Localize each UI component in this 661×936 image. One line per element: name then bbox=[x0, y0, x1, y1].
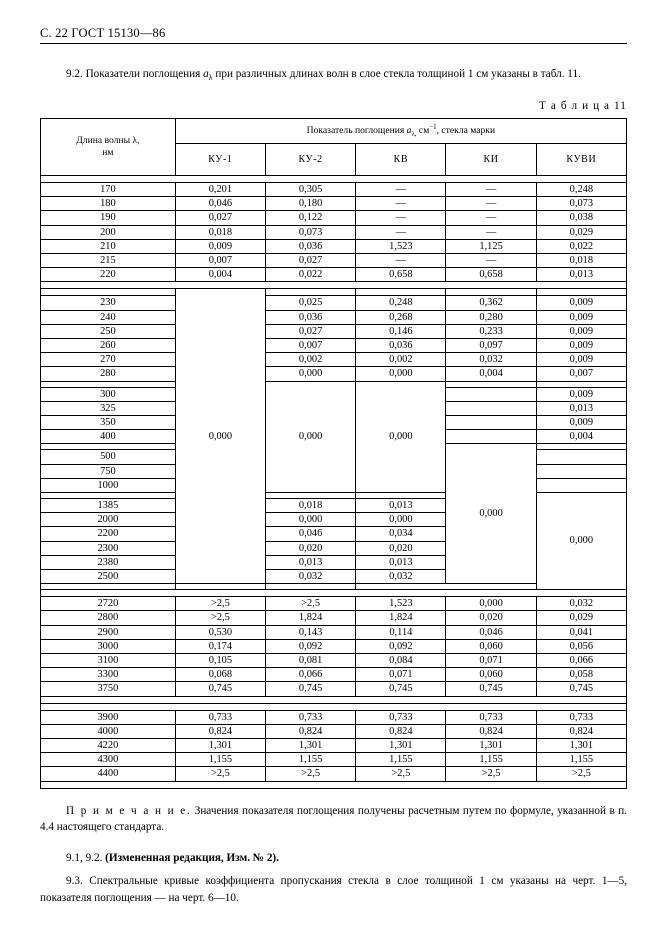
cell-kuvi: 1,301 bbox=[536, 739, 626, 753]
header-group-pre: Показатель поглощения bbox=[306, 125, 407, 137]
cell-kuvi-merged: 0,000 bbox=[536, 492, 626, 589]
cell-wave: 4000 bbox=[41, 724, 176, 738]
tail-clause-number: 9.1, 9.2. bbox=[66, 852, 106, 865]
cell-wave: 200 bbox=[41, 225, 176, 239]
table-caption: Т а б л и ц а 11 bbox=[539, 99, 627, 112]
header-group-power: −1 bbox=[429, 123, 437, 131]
group-pad bbox=[41, 289, 176, 296]
cell-ku1: >2,5 bbox=[175, 767, 265, 781]
group-pad bbox=[41, 282, 627, 289]
cell-kuvi: 1,155 bbox=[536, 753, 626, 767]
cell-wave: 3900 bbox=[41, 710, 176, 724]
cell-ku2: 0,020 bbox=[266, 541, 356, 555]
header-divider bbox=[40, 43, 627, 44]
cell-wave: 1000 bbox=[41, 478, 176, 492]
cell-ku2: 0,032 bbox=[266, 570, 356, 584]
cell-kuvi: 0,066 bbox=[536, 654, 626, 668]
cell-kuvi: 0,009 bbox=[536, 387, 626, 401]
group-pad bbox=[536, 289, 626, 296]
cell-ki: 0,060 bbox=[446, 639, 536, 653]
cell-ku1: >2,5 bbox=[175, 597, 265, 611]
cell-kv: >2,5 bbox=[356, 767, 446, 781]
cell-kuvi: 0,248 bbox=[536, 182, 626, 196]
cell-kv: 0,002 bbox=[356, 353, 446, 367]
cell-ku2: 0,066 bbox=[266, 668, 356, 682]
cell-kuvi: 0,013 bbox=[536, 268, 626, 282]
cell-ki: 0,233 bbox=[446, 324, 536, 338]
cell-kuvi bbox=[536, 450, 626, 464]
header-group-post: , стекла марки bbox=[436, 125, 496, 137]
cell-kuvi: 0,009 bbox=[536, 296, 626, 310]
cell-kv: — bbox=[356, 211, 446, 225]
cell-ki: 1,125 bbox=[446, 239, 536, 253]
cell-ku1: 0,027 bbox=[175, 211, 265, 225]
cell-kv: 1,155 bbox=[356, 753, 446, 767]
cell-ki: 0,032 bbox=[446, 353, 536, 367]
cell-ku2: 0,007 bbox=[266, 338, 356, 352]
cell-ku2: >2,5 bbox=[266, 767, 356, 781]
cell-kuvi: 0,018 bbox=[536, 253, 626, 267]
cell-wave: 3000 bbox=[41, 639, 176, 653]
cell-ki: 0,046 bbox=[446, 625, 536, 639]
cell-kuvi: 0,009 bbox=[536, 324, 626, 338]
cell-ki: 0,060 bbox=[446, 668, 536, 682]
cell-ku2: 0,036 bbox=[266, 239, 356, 253]
cell-ki: 1,155 bbox=[446, 753, 536, 767]
cell-ku1: 0,201 bbox=[175, 182, 265, 196]
cell-wave: 270 bbox=[41, 353, 176, 367]
tail-revision-note: (Измененная редакция, Изм. № 2). bbox=[105, 852, 279, 865]
footnote-label: П р и м е ч а н и е. bbox=[66, 804, 192, 817]
cell-wave: 210 bbox=[41, 239, 176, 253]
cell-kuvi bbox=[536, 464, 626, 478]
cell-wave: 500 bbox=[41, 450, 176, 464]
cell-kv: 0,071 bbox=[356, 668, 446, 682]
cell-wave: 300 bbox=[41, 387, 176, 401]
cell-ki: 0,097 bbox=[446, 338, 536, 352]
cell-kuvi: 0,029 bbox=[536, 225, 626, 239]
cell-ku2: 0,018 bbox=[266, 498, 356, 512]
cell-ki: 0,362 bbox=[446, 296, 536, 310]
cell-wave: 170 bbox=[41, 182, 176, 196]
cell-ku2: 1,824 bbox=[266, 611, 356, 625]
cell-ki: — bbox=[446, 211, 536, 225]
cell-ku1-merged: 0,000 bbox=[175, 289, 265, 584]
cell-kuvi: 0,009 bbox=[536, 338, 626, 352]
cell-kuvi: 0,007 bbox=[536, 367, 626, 381]
cell-ku2: 0,027 bbox=[266, 253, 356, 267]
cell-ku2: 0,013 bbox=[266, 555, 356, 569]
cell-kv: 0,733 bbox=[356, 710, 446, 724]
cell-ki: 0,004 bbox=[446, 367, 536, 381]
cell-kv: — bbox=[356, 253, 446, 267]
cell-ki: — bbox=[446, 182, 536, 196]
cell-kuvi: 0,733 bbox=[536, 710, 626, 724]
cell-ku1: 0,046 bbox=[175, 197, 265, 211]
cell-ku1: 0,745 bbox=[175, 682, 265, 696]
cell-kuvi: 0,013 bbox=[536, 401, 626, 415]
cell-kuvi: 0,073 bbox=[536, 197, 626, 211]
cell-wave: 4220 bbox=[41, 739, 176, 753]
cell-wave: 350 bbox=[41, 415, 176, 429]
cell-ki: — bbox=[446, 225, 536, 239]
cell-wave: 250 bbox=[41, 324, 176, 338]
cell-kv: 0,034 bbox=[356, 527, 446, 541]
tail-clause-93: 9.3. Спектральные кривые коэффициента пропускания стекла в слое толщиной 1 см указаны на черт. 1—5, показателя поглощения — на черт. 6—10. bbox=[40, 875, 627, 904]
cell-wave: 230 bbox=[41, 296, 176, 310]
header-wavelength bbox=[41, 118, 176, 175]
cell-kv: 0,084 bbox=[356, 654, 446, 668]
cell-ku2: 0,143 bbox=[266, 625, 356, 639]
cell-wave: 2720 bbox=[41, 597, 176, 611]
cell-kv: 0,824 bbox=[356, 724, 446, 738]
intro-symbol: a bbox=[203, 68, 209, 80]
cell-wave: 325 bbox=[41, 401, 176, 415]
cell-kv-merged: 0,000 bbox=[356, 381, 446, 492]
cell-kv: 1,523 bbox=[356, 597, 446, 611]
group-pad bbox=[266, 289, 356, 296]
cell-kuvi: 0,041 bbox=[536, 625, 626, 639]
header-brand-ki: КИ bbox=[446, 144, 536, 176]
cell-ku2: 1,301 bbox=[266, 739, 356, 753]
intro-symbol-sub: λ bbox=[208, 73, 213, 83]
cell-kv: 0,013 bbox=[356, 498, 446, 512]
cell-ku1: >2,5 bbox=[175, 611, 265, 625]
cell-wave: 2900 bbox=[41, 625, 176, 639]
cell-kuvi: 0,058 bbox=[536, 668, 626, 682]
header-brand-ku2: КУ-2 bbox=[266, 144, 356, 176]
cell-ku1: 0,018 bbox=[175, 225, 265, 239]
header-wavelength-line2: нм bbox=[102, 146, 114, 158]
cell-ku1: 0,007 bbox=[175, 253, 265, 267]
intro-text-after: при различных длинах волн в слое стекла толщиной 1 см указаны в табл. 11. bbox=[212, 68, 581, 80]
cell-ki: 0,071 bbox=[446, 654, 536, 668]
cell-kv: 0,020 bbox=[356, 541, 446, 555]
cell-kv: 0,146 bbox=[356, 324, 446, 338]
cell-ku1: 0,105 bbox=[175, 654, 265, 668]
cell-kv: 1,523 bbox=[356, 239, 446, 253]
cell-kv: — bbox=[356, 182, 446, 196]
header-group-sub: λ, bbox=[411, 131, 417, 139]
cell-kuvi: 0,056 bbox=[536, 639, 626, 653]
cell-wave: 2500 bbox=[41, 570, 176, 584]
group-pad bbox=[41, 703, 627, 710]
cell-wave: 260 bbox=[41, 338, 176, 352]
cell-wave: 240 bbox=[41, 310, 176, 324]
cell-kv: 0,036 bbox=[356, 338, 446, 352]
cell-ku2: 0,000 bbox=[266, 367, 356, 381]
cell-ku2: 0,022 bbox=[266, 268, 356, 282]
cell-ku2: 0,733 bbox=[266, 710, 356, 724]
cell-ku2: 0,180 bbox=[266, 197, 356, 211]
absorption-table bbox=[40, 118, 627, 789]
cell-kuvi: 0,038 bbox=[536, 211, 626, 225]
cell-ku1: 0,530 bbox=[175, 625, 265, 639]
cell-kv: — bbox=[356, 225, 446, 239]
cell-kv: 0,745 bbox=[356, 682, 446, 696]
cell-kuvi: 0,029 bbox=[536, 611, 626, 625]
cell-ku2: 0,073 bbox=[266, 225, 356, 239]
cell-ki: 0,000 bbox=[446, 597, 536, 611]
cell-ki: 0,020 bbox=[446, 611, 536, 625]
cell-wave: 280 bbox=[41, 367, 176, 381]
cell-kuvi: 0,745 bbox=[536, 682, 626, 696]
cell-ku2: 0,122 bbox=[266, 211, 356, 225]
cell-ki bbox=[446, 401, 536, 415]
cell-wave: 220 bbox=[41, 268, 176, 282]
header-group-symbol: a bbox=[406, 125, 412, 137]
cell-ku2-merged: 0,000 bbox=[266, 381, 356, 492]
cell-wave: 2000 bbox=[41, 513, 176, 527]
cell-wave: 400 bbox=[41, 430, 176, 444]
cell-kv: 0,658 bbox=[356, 268, 446, 282]
cell-ku2: 0,092 bbox=[266, 639, 356, 653]
cell-ki bbox=[446, 430, 536, 444]
cell-wave: 4300 bbox=[41, 753, 176, 767]
cell-ki bbox=[446, 387, 536, 401]
cell-ku2: 0,036 bbox=[266, 310, 356, 324]
cell-kv: 1,301 bbox=[356, 739, 446, 753]
cell-ki: 0,824 bbox=[446, 724, 536, 738]
cell-ku2: 0,745 bbox=[266, 682, 356, 696]
cell-ki: 0,745 bbox=[446, 682, 536, 696]
cell-wave: 215 bbox=[41, 253, 176, 267]
cell-ki-merged: 0,000 bbox=[446, 444, 536, 584]
header-brand-ku1: КУ-1 bbox=[175, 144, 265, 176]
cell-ku2: 0,002 bbox=[266, 353, 356, 367]
page-header: С. 22 ГОСТ 15130—86 bbox=[40, 26, 166, 40]
cell-wave: 4400 bbox=[41, 767, 176, 781]
cell-wave: 2380 bbox=[41, 555, 176, 569]
group-pad bbox=[41, 781, 627, 788]
cell-kuvi: 0,824 bbox=[536, 724, 626, 738]
cell-ki: 0,280 bbox=[446, 310, 536, 324]
group-pad bbox=[446, 289, 536, 296]
cell-kv: 0,000 bbox=[356, 513, 446, 527]
table-footnote bbox=[40, 803, 627, 837]
group-pad bbox=[41, 590, 627, 597]
cell-kv: 0,248 bbox=[356, 296, 446, 310]
cell-wave: 2200 bbox=[41, 527, 176, 541]
intro-paragraph bbox=[40, 66, 627, 84]
cell-wave: 2800 bbox=[41, 611, 176, 625]
group-pad bbox=[356, 289, 446, 296]
cell-ku1: 0,733 bbox=[175, 710, 265, 724]
tail-line-2 bbox=[40, 873, 627, 907]
cell-ku1: 1,301 bbox=[175, 739, 265, 753]
cell-kv: 0,114 bbox=[356, 625, 446, 639]
footnote-text: Значения показателя поглощения получены расчетным путем по формуле, указанной в п. 4.4 настоящего стандарта. bbox=[40, 804, 627, 834]
cell-ki: — bbox=[446, 197, 536, 211]
cell-ku2: 0,000 bbox=[266, 513, 356, 527]
header-group-unit: см bbox=[416, 125, 430, 137]
cell-kv: — bbox=[356, 197, 446, 211]
cell-ku1: 0,009 bbox=[175, 239, 265, 253]
cell-wave: 190 bbox=[41, 211, 176, 225]
cell-kv: 0,268 bbox=[356, 310, 446, 324]
group-pad bbox=[41, 175, 627, 182]
cell-ki: >2,5 bbox=[446, 767, 536, 781]
cell-ki: — bbox=[446, 253, 536, 267]
cell-kuvi: 0,009 bbox=[536, 310, 626, 324]
cell-ki bbox=[446, 415, 536, 429]
cell-ki: 1,301 bbox=[446, 739, 536, 753]
cell-ku1: 0,174 bbox=[175, 639, 265, 653]
header-brand-kuvi: КУВИ bbox=[536, 144, 626, 176]
cell-kuvi bbox=[536, 478, 626, 492]
cell-kuvi: 0,022 bbox=[536, 239, 626, 253]
tail-line-1 bbox=[40, 850, 627, 867]
cell-ku2: 0,305 bbox=[266, 182, 356, 196]
cell-ku1: 0,824 bbox=[175, 724, 265, 738]
cell-ku1: 0,004 bbox=[175, 268, 265, 282]
cell-kv: 0,013 bbox=[356, 555, 446, 569]
cell-ku2: 0,046 bbox=[266, 527, 356, 541]
cell-kv: 0,092 bbox=[356, 639, 446, 653]
cell-ki: 0,733 bbox=[446, 710, 536, 724]
cell-ku1: 0,068 bbox=[175, 668, 265, 682]
cell-wave: 3300 bbox=[41, 668, 176, 682]
cell-ku2: 0,081 bbox=[266, 654, 356, 668]
intro-text-before: 9.2. Показатели поглощения bbox=[66, 68, 204, 80]
cell-kv: 0,000 bbox=[356, 367, 446, 381]
tail-block bbox=[40, 850, 627, 906]
cell-kv: 1,824 bbox=[356, 611, 446, 625]
group-pad bbox=[41, 696, 627, 703]
header-absorption-group bbox=[175, 118, 626, 143]
header-wavelength-line1: Длина волны λ, bbox=[76, 134, 140, 146]
cell-ku2: 0,027 bbox=[266, 324, 356, 338]
cell-kuvi: 0,032 bbox=[536, 597, 626, 611]
cell-kuvi: 0,009 bbox=[536, 415, 626, 429]
cell-kuvi: 0,009 bbox=[536, 353, 626, 367]
cell-kuvi: 0,004 bbox=[536, 430, 626, 444]
cell-ku1: 1,155 bbox=[175, 753, 265, 767]
cell-ki: 0,658 bbox=[446, 268, 536, 282]
cell-wave: 2300 bbox=[41, 541, 176, 555]
cell-kv: 0,032 bbox=[356, 570, 446, 584]
cell-wave: 1385 bbox=[41, 498, 176, 512]
header-brand-kv: КВ bbox=[356, 144, 446, 176]
cell-ku2: >2,5 bbox=[266, 597, 356, 611]
cell-wave: 3100 bbox=[41, 654, 176, 668]
cell-kuvi: >2,5 bbox=[536, 767, 626, 781]
cell-ku2: 0,824 bbox=[266, 724, 356, 738]
cell-wave: 180 bbox=[41, 197, 176, 211]
cell-ku2: 0,025 bbox=[266, 296, 356, 310]
cell-wave: 3750 bbox=[41, 682, 176, 696]
cell-wave: 750 bbox=[41, 464, 176, 478]
cell-ku2: 1,155 bbox=[266, 753, 356, 767]
